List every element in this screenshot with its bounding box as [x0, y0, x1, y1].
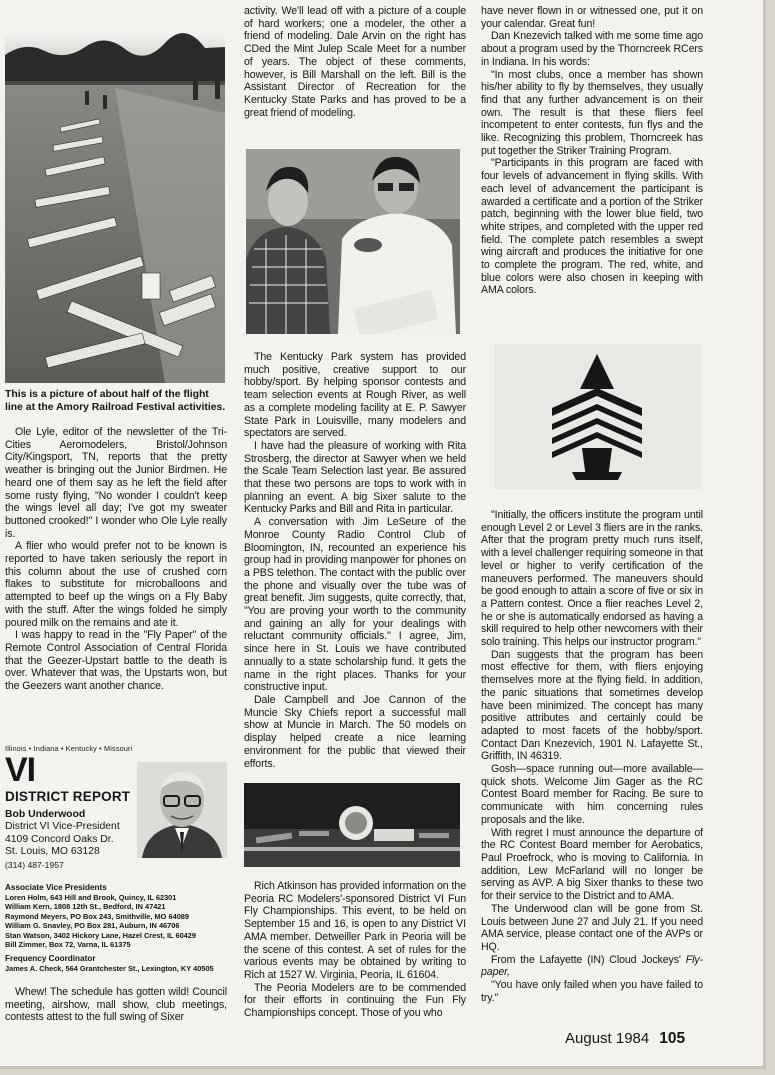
- paragraph: The Peoria Modelers are to be commended for their efforts in continuing the Fun Fly Championships concept. Those of you who: [244, 981, 466, 1020]
- text-span: From the Lafayette (IN) Cloud Jockeys': [491, 953, 686, 966]
- col1-end: [5, 986, 227, 1024]
- vp-role: District VI Vice-President: [5, 821, 120, 833]
- paragraph: Dan Knezevich talked with me some time ago about a program used by the Thorncreek RCers in Indiana. In his words:: [481, 30, 703, 68]
- page-footer: [565, 1030, 685, 1048]
- paragraph: Rich Atkinson has provided information on the Peoria RC Modelers'-sponsored District VI Fun Fly Championships. This event, to be held on September 15 and 16, is open to any District VI AMA member. Detweiller Park in Peoria will be the scene of this contest. A set of rules for the various events may be obtained by writing to Rich at 1527 W. Virginia, Peoria, IL 61604.: [244, 880, 466, 981]
- paragraph: I have had the pleasure of working with Rita Strosberg, the director at Sawyer when we held the Scale Team Selection last year. Be assured that these two persons are tops to work with in planning an event. A big Sixer salute to the Kentucky Parks and Bill and Rita in particular.: [244, 439, 466, 516]
- district-number: VI: [5, 751, 36, 789]
- paragraph: "You have only failed when you have failed to try.": [481, 979, 703, 1004]
- mall-show-photo: [244, 783, 460, 867]
- district-states: Illinois • Indiana • Kentucky • Missouri: [5, 744, 133, 753]
- vp-phone: (314) 487-1957: [5, 859, 64, 870]
- paragraph: I was happy to read in the "Fly Paper" of the Remote Control Association of Central Florida that the Geezer-Upstart battle to the death is over. Whatever that was, the Upstarts won, but the Geezers want another chance.: [5, 629, 227, 693]
- assoc-entry: William Kern, 1808 12th St., Bedford, IN 47421: [5, 902, 166, 912]
- paragraph: Whew! The schedule has gotten wild! Council meeting, airshow, mall show, club meetings, contests attest to the full swing of Sixer: [5, 986, 227, 1024]
- vp-address: 4109 Concord Oaks Dr.: [5, 833, 114, 845]
- paragraph: Dan suggests that the program has been most effective for them, with fliers enjoying themselves more at the flying field. In addition, the panic situations that sometimes develop have been minimized. The concept has many positive attributes and certainly could be adapted to most facets of the hobby/sport. Contact Dan Knezevich, 1901 N. Lafayette St., Griffith, IN 46319.: [481, 648, 703, 763]
- paragraph: "Participants in this program are faced with four levels of advancement in flying skills. With each level of advancement the participant is awarded a certificate and a portion of the Striker patch, beginning with the lower blue field, two white stripes, and completed with the upper red field. The complete patch resembles a swept wing aircraft and produces the initiative for one to complete the program. The red, white, and blue colors were also chosen in keeping with AMA colors.: [481, 157, 703, 297]
- paragraph: "In most clubs, once a member has shown his/her ability to fly by themselves, they usually find that any further advancement is on their own. The result is that these fliers feel incompetent to enter contests, fun flys and the like. Recognizing this problem, Thorncreek has put together the Striker Training Program.: [481, 68, 703, 157]
- paragraph: Dale Campbell and Joe Cannon of the Muncie Sky Chiefs report a successful mall show at Muncie in March. The 50 models on display helped create a nice learning environment for the public that viewed their efforts.: [244, 693, 466, 770]
- modelers-photo: [246, 149, 460, 334]
- freq-entry: James A. Check, 564 Grantchester St., Lexington, KY 40505: [5, 964, 214, 974]
- district-title: DISTRICT REPORT: [5, 789, 131, 804]
- paragraph: Gosh—space running out—more available—quick shots. Welcome Jim Gager as the RC Contest Board member for Racing. Be sure to communicate with him concerning rules proposals and the like.: [481, 763, 703, 826]
- paragraph: A flier who would prefer not to be known is reported to have taken seriously the report in this column about the use of crushed corn flakes to substitute for microballoons and attempted to beef up the wings on a Fly Baby with the stuff. After the wings folded he simply poured milk on the remains and ate it.: [5, 540, 227, 629]
- assoc-entry: Bill Zimmer, Box 72, Varna, IL 61375: [5, 940, 131, 950]
- flight-line-photo: [5, 33, 225, 383]
- assoc-heading: Associate Vice Presidents: [5, 883, 107, 892]
- paragraph: "Initially, the officers institute the program until enough Level 2 or Level 3 fliers are in the ranks. After that the program pretty much runs itself, with a level challenger requiring someone in that level or higher to verify certification of the maneuvers performed. The maneuvers should be good enough to attain a score of five or six in a Pattern contest. Once a flier reaches Level 2, he or she is automatically endorsed as having a skill required to help other newcomers with their solo training. This helps our instructor program.": [481, 509, 703, 649]
- freq-heading: Frequency Coordinator: [5, 954, 96, 964]
- assoc-entry: Stan Watson, 3402 Hickory Lane, Hazel Crest, IL 60429: [5, 930, 197, 940]
- vp-portrait: [137, 762, 227, 858]
- associate-vps: [5, 883, 227, 974]
- page-number: 105: [659, 1030, 686, 1047]
- paragraph: [481, 954, 703, 979]
- photo-caption: This is a picture of about half of the flight line at the Amory Railroad Festival activities.: [5, 389, 226, 413]
- striker-patch-icon: [494, 344, 701, 489]
- assoc-entry: William G. Snavley, PO Box 281, Auburn, IN 46706: [5, 921, 180, 931]
- issue-date: August 1984: [565, 1030, 650, 1047]
- col1-text: [5, 426, 227, 693]
- paragraph: With regret I must announce the departure of the RC Contest Board member for Aerobatics, Paul Proefrock, who is moving to California. In addition, Lew McFarland will no longer be serving as AVP. A big Sixer thanks to these two for their service to the District and to AMA.: [481, 826, 703, 903]
- striker-patch-image: [494, 344, 701, 489]
- paragraph: have never flown in or witnessed one, put it on your calendar. Great fun!: [481, 5, 703, 30]
- vp-name: Bob Underwood: [5, 809, 86, 820]
- assoc-entry: Loren Holm, 643 Hill and Brook, Quincy, IL 62301: [5, 893, 177, 902]
- paragraph: activity. We'll lead off with a picture of a couple of hard workers; one a modeler, the other a friend of modeling. Dale Arvin on the right has CDed the Mint Julep Scale Meet for a number of years. The object of these comments, however, is Bill Marshall on the left. Bill is the Assistant Director of Recreation for the Kentucky State Parks and has proved to be a great friend of modeling.: [244, 5, 466, 119]
- vp-city: St. Louis, MO 63128: [5, 846, 100, 858]
- paragraph: The Underwood clan will be gone from St. Louis between June 27 and July 21. If you need AMA service, please contact one of the AVPs or HQ.: [481, 902, 703, 953]
- paragraph: The Kentucky Park system has provided much positive, creative support to our hobby/sport. By helping sponsor contests and team selection events at Rough River, as well as a complete modeling facility at E. P. Sawyer State Park in Louisville, many modelers and spectators are served.: [244, 351, 466, 440]
- paragraph: Ole Lyle, editor of the newsletter of the Tri-Cities Aeromodelers, Bristol/Johnson City/Kingsport, TN, reports that the pretty weather is bringing out the Junior Birdmen. He heard one of them say as he left the field after some rusty flying, "No wonder I couldn't keep the wings level all day; I've got my sweater buttoned crooked!" I wonder who Ole Lyle really is.: [5, 426, 227, 540]
- assoc-entry: Raymond Meyers, PO Box 243, Smithville, MO 64089: [5, 911, 190, 921]
- paragraph: A conversation with Jim LeSeure of the Monroe County Radio Control Club of Bloomington, IN, recounted an experience his group had in providing manpower for phones on a PBS telethon. The contact with the public over the phone and visually over the tube was of great benefit. Jim suggests, quite correctly, that, "You are proving your worth to the community and gaining an ally for your dealings with reluctant community officials." I agree, Jim, since here in St. Louis we have contributed annually to a state scholarship fund. It gets the name in the right places. Thanks for your constructive input.: [244, 516, 466, 694]
- newsletter-title: Fly-paper,: [481, 953, 703, 979]
